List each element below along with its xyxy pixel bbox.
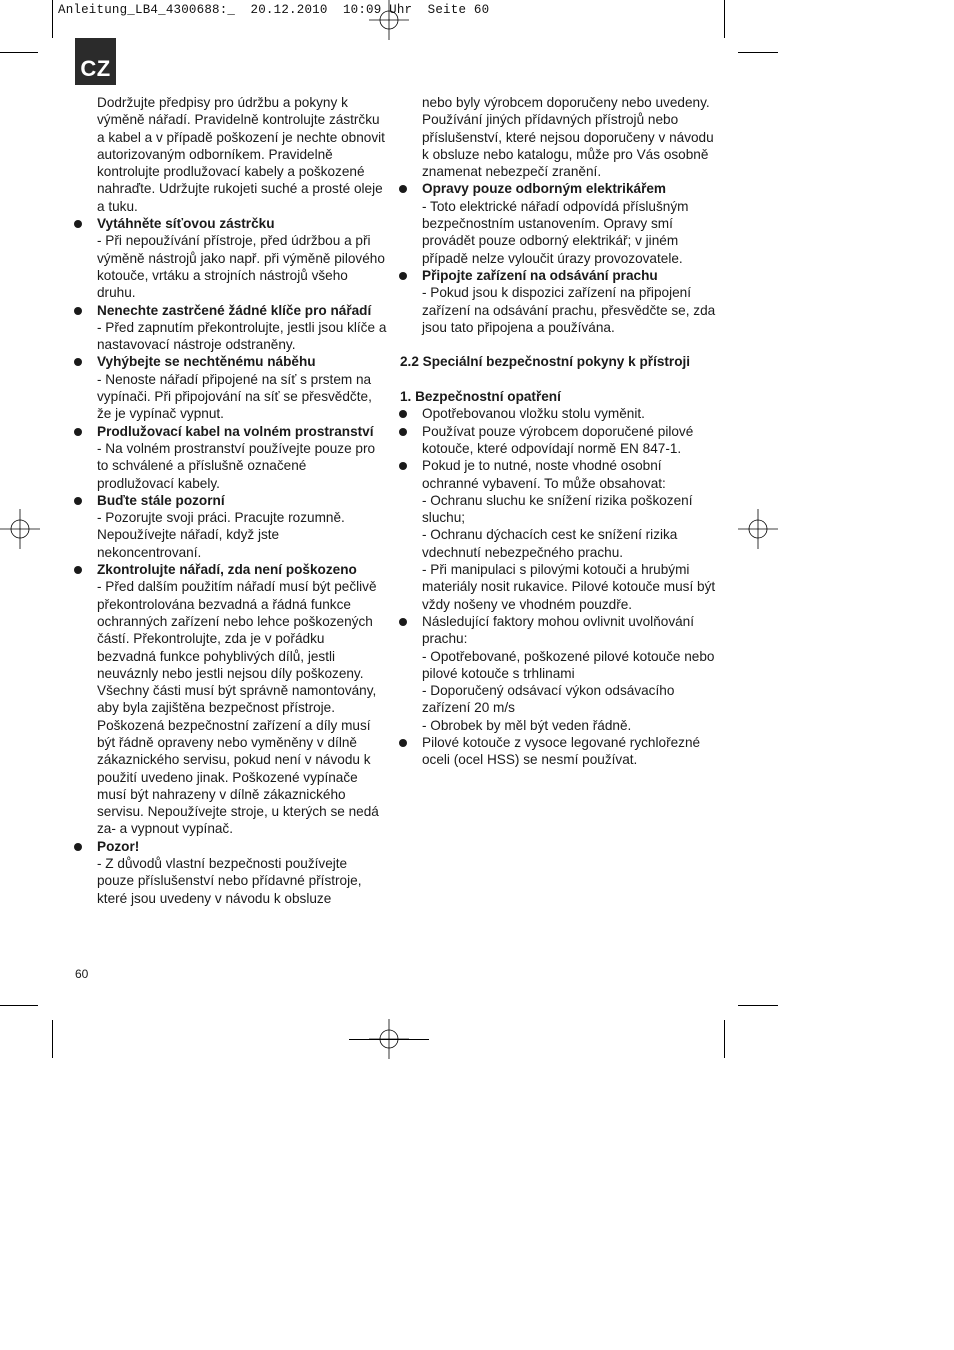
crop-mark bbox=[0, 1005, 38, 1006]
registration-mark-right-icon bbox=[738, 509, 778, 549]
bullet-icon bbox=[399, 428, 407, 436]
crop-mark bbox=[724, 1020, 725, 1058]
list-item bbox=[97, 215, 387, 301]
bullet-icon bbox=[74, 358, 82, 366]
left-column bbox=[97, 94, 387, 907]
bullet-icon bbox=[399, 618, 407, 626]
item-heading: Buďte stále pozorní bbox=[97, 492, 225, 508]
crop-mark bbox=[52, 1020, 53, 1058]
list-item bbox=[422, 734, 722, 769]
page-number: 60 bbox=[75, 967, 89, 981]
item-line: Pilové kotouče z vysoce legované rychlořezné oceli (ocel HSS) se nesmí používat. bbox=[422, 734, 701, 768]
list-item bbox=[97, 353, 387, 422]
item-heading: Pozor! bbox=[97, 838, 140, 854]
item-heading: Vyhýbejte se nechtěnému náběhu bbox=[97, 354, 316, 370]
list-item bbox=[97, 302, 387, 354]
list-item bbox=[97, 492, 387, 561]
item-heading: Opravy pouze odborným elektrikářem bbox=[422, 181, 667, 197]
item-body: - Před zapnutím překontrolujte, jestli jsou klíče a nastavovací nástroje odstraněny. bbox=[97, 319, 387, 353]
item-body: - Na volném prostranství používejte pouze pro to schválené a příslušně označené prodlužovací kabely. bbox=[97, 440, 376, 491]
bullet-icon bbox=[399, 462, 407, 470]
item-body: - Toto elektrické nářadí odpovídá příslušným bezpečnostním ustanovením. Opravy smí provádět pouze odborný elektrikář; v jiném případě nelze vyloučit úrazy provozovatele. bbox=[422, 198, 689, 266]
intro-paragraph: Dodržujte předpisy pro údržbu a pokyny k výměně nářadí. Pravidelně kontrolujte zástrčku a kabel a v případě poškození je nechte obnovit autorizovaným odborníkem. Pravidelně kontrolujte prodlužovací kabely a poškozené nahraďte. Udržujte rukojeti suché a prosté oleje a tuku. bbox=[97, 95, 385, 214]
item-heading: Vytáhněte síťovou zástrčku bbox=[97, 216, 275, 232]
right-column bbox=[400, 94, 722, 769]
subsection-title: 1. Bezpečnostní opatření bbox=[400, 389, 561, 405]
print-slug: Anleitung_LB4_4300688:_ 20.12.2010 10:09 Uhr Seite 60 bbox=[58, 3, 490, 17]
list-item bbox=[97, 423, 387, 492]
item-body: - Pokud jsou k dispozici zařízení na připojení zařízení na odsávání prachu, přesvědčte se, zda jsou tato připojena a používána. bbox=[422, 285, 716, 335]
list-item bbox=[422, 180, 722, 266]
bullet-icon bbox=[399, 185, 407, 193]
list-item bbox=[422, 423, 722, 458]
item-line: - Doporučený odsávací výkon odsávacího zařízení 20 m/s bbox=[422, 683, 675, 716]
item-body: - Nenoste nářadí připojené na síť s prstem na vypínači. Při připojování na síť se přesvědčte, že je vypínač vypnut. bbox=[97, 371, 372, 422]
list-item bbox=[422, 267, 722, 336]
item-line: - Obrobek by měl být veden řádně. bbox=[422, 717, 632, 733]
list-item bbox=[422, 613, 722, 734]
item-line: - Ochranu sluchu ke snížení rizika poškození sluchu; bbox=[422, 492, 693, 526]
item-line: - Opotřebované, poškozené pilové kotouče nebo pilové kotouče s trhlinami bbox=[422, 648, 715, 681]
item-line: Následující faktory mohou ovlivnit uvolňování prachu: bbox=[422, 613, 695, 647]
crop-mark bbox=[724, 0, 725, 38]
bullet-icon bbox=[399, 739, 407, 747]
bullet-icon bbox=[74, 428, 82, 436]
list-item bbox=[97, 838, 387, 907]
list-item bbox=[422, 405, 722, 422]
continuation-paragraph: nebo byly výrobcem doporučeny nebo uvedeny. Používání jiných přídavných přístrojů nebo příslušenství, které nejsou doporučeny v návodu k obsluze nebo katalogu, může pro Vás osobně znamenat nebezpečí zranění. bbox=[422, 95, 714, 180]
crop-mark bbox=[0, 52, 38, 53]
item-line: - Při manipulaci s pilovými kotouči a hrubými materiály nosit rukavice. Pilové kotouče musí být vždy nošeny ve vhodném pouzdře. bbox=[422, 562, 716, 612]
bullet-icon bbox=[399, 272, 407, 280]
bullet-icon bbox=[74, 843, 82, 851]
bullet-icon bbox=[74, 566, 82, 574]
item-heading: Nenechte zastrčené žádné klíče pro nářadí bbox=[97, 302, 372, 318]
item-body: - Při nepoužívání přístroje, před údržbou a při výměně nástrojů jako např. při výměně pilového kotouče, vrtáku a strojních nástrojů všeho druhu. bbox=[97, 233, 385, 301]
item-body: - Pozorujte svoji práci. Pracujte rozumně. Nepoužívejte nářadí, když jste nekoncentrovaní. bbox=[97, 510, 345, 560]
crop-mark bbox=[52, 0, 53, 38]
bullet-icon bbox=[399, 410, 407, 418]
item-body: - Před dalším použitím nářadí musí být pečlivě překontrolována bezvadná a řádná funkce ochranných zařízení nebo lehce poškozených částí. Překontrolujte, zda je v pořádku bezvadná funkce pohyblivých dílů, jestli neuváznly nebo jestli nejsou díly poškozeny. Všechny části musí být správně namontovány, aby byla zajištěna bezpečnost přístroje. Poškozená bezpečnostní zařízení a díly musí být řádně opraveny nebo vyměněny v dílně zákaznického servisu, pokud není v návodu k použití uvedeno jinak. Poškozené vypínače musí být nahrazeny v dílně zákaznického servisu. Nepoužívejte stroje, u kterých se nedá za- a vypnout vypínač. bbox=[97, 579, 379, 837]
registration-mark-top-icon bbox=[369, 0, 409, 40]
crop-mark bbox=[738, 1005, 778, 1006]
list-item bbox=[97, 561, 387, 838]
item-line: Opotřebovanou vložku stolu vyměnit. bbox=[422, 406, 645, 422]
crop-mark bbox=[349, 1039, 429, 1040]
registration-mark-left-icon bbox=[0, 509, 40, 549]
item-body: - Z důvodů vlastní bezpečnosti používejte pouze příslušenství nebo přídavné přístroje, které jsou uvedeny v návodu k obsluze bbox=[97, 856, 362, 906]
item-line: - Ochranu dýchacích cest ke snížení rizika vdechnutí nebezpečného prachu. bbox=[422, 527, 678, 560]
crop-mark bbox=[738, 52, 778, 53]
section-title: 2.2 Speciální bezpečnostní pokyny k přístroji bbox=[400, 354, 691, 370]
list-item bbox=[422, 457, 722, 613]
bullet-icon bbox=[74, 307, 82, 315]
item-line: Pokud je to nutné, noste vhodné osobní ochranné vybavení. To může obsahovat: bbox=[422, 458, 666, 491]
item-heading: Zkontrolujte nářadí, zda není poškozeno bbox=[97, 562, 357, 578]
bullet-icon bbox=[74, 497, 82, 505]
language-badge: CZ bbox=[75, 38, 116, 85]
bullet-icon bbox=[74, 220, 82, 228]
item-heading: Připojte zařízení na odsávání prachu bbox=[422, 267, 658, 283]
item-line: Používat pouze výrobcem doporučené pilové kotouče, které odpovídají normě EN 847-1. bbox=[422, 423, 694, 456]
item-heading: Prodlužovací kabel na volném prostranství bbox=[97, 423, 374, 439]
